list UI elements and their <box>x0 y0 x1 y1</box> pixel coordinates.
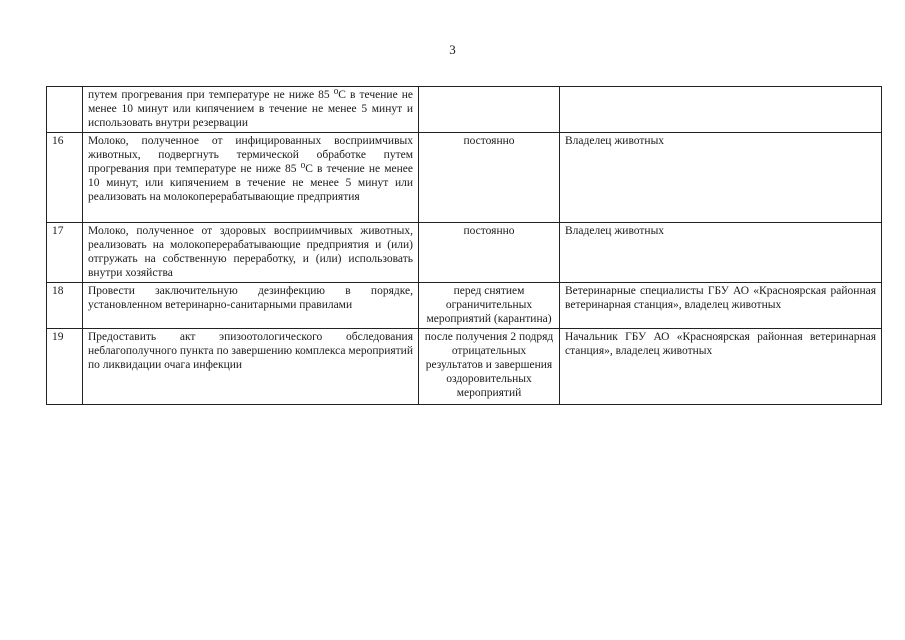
measure-text: Предоставить акт эпизоотологического обследования неблагополучного пункта по завершению комплекса мероприятий по ликвидации очага инфекции <box>83 329 419 405</box>
measure-text: путем прогревания при температуре не ниже 85 ⁰С в течение не менее 10 минут или кипячением в течение не менее 5 минут и использовать внутри резервации <box>83 87 419 133</box>
measures-table <box>46 86 882 405</box>
responsible-cell: Владелец животных <box>560 133 882 223</box>
table-row <box>47 283 882 329</box>
responsible-cell: Владелец животных <box>560 223 882 283</box>
term-cell <box>419 87 560 133</box>
measure-text: Молоко, полученное от здоровых восприимчивых животных, реализовать на молокоперерабатывающие предприятия и (или) отгружать на собственную переработку, и (или) использовать внутри хозяйства <box>83 223 419 283</box>
row-number: 19 <box>47 329 83 405</box>
term-cell: постоянно <box>419 133 560 223</box>
table-row <box>47 223 882 283</box>
measure-text: Молоко, полученное от инфицированных восприимчивых животных, подвергнуть термической обработке путем прогревания при температуре не ниже 85 ⁰С в течение не менее 10 минут, или кипячением в течение не менее 5 минут или реализовать на молокоперерабатывающие предприятия <box>83 133 419 223</box>
row-number <box>47 87 83 133</box>
page-number: 3 <box>449 42 456 57</box>
responsible-cell <box>560 87 882 133</box>
measure-text: Провести заключительную дезинфекцию в порядке, установленном ветеринарно-санитарными правилами <box>83 283 419 329</box>
table-row <box>47 133 882 223</box>
table-row <box>47 87 882 133</box>
term-cell: после получения 2 подряд отрицательных результатов и завершения оздоровительных мероприятий <box>419 329 560 405</box>
row-number: 16 <box>47 133 83 223</box>
responsible-cell: Начальник ГБУ АО «Красноярская районная ветеринарная станция», владелец животных <box>560 329 882 405</box>
term-cell: постоянно <box>419 223 560 283</box>
table-row <box>47 329 882 405</box>
row-number: 18 <box>47 283 83 329</box>
row-number: 17 <box>47 223 83 283</box>
term-cell: перед снятием ограничительных мероприятий (карантина) <box>419 283 560 329</box>
responsible-cell: Ветеринарные специалисты ГБУ АО «Красноярская районная ветеринарная станция», владелец животных <box>560 283 882 329</box>
